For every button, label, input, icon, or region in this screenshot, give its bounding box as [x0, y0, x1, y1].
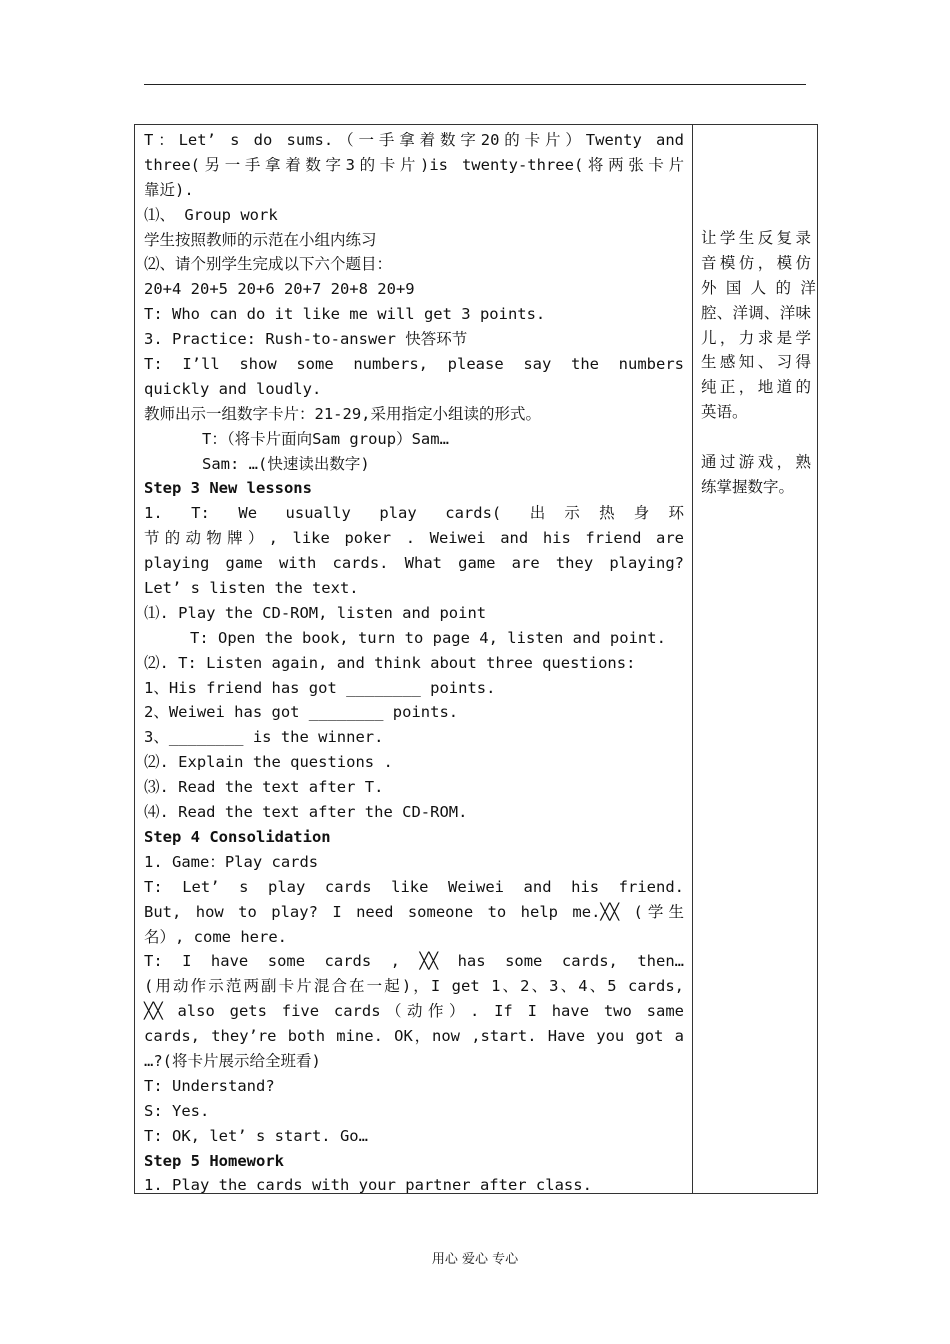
procedure-line: 靠近). [144, 180, 194, 199]
procedure-line: Sam: …(快速读出数字) [202, 454, 370, 473]
procedure-line: cards, they’re both mine. OK，now ,start. Have you got a [144, 1027, 684, 1046]
procedure-line: 名）, come here. [144, 927, 287, 946]
procedure-line: ⑴. Play the CD-ROM, listen and point [144, 603, 487, 622]
procedure-line: Step 4 Consolidation [144, 827, 331, 846]
procedure-line: T：Let’ s do sums.（一手拿着数字20的卡片）Twenty and [144, 131, 684, 149]
procedure-line: ╳╳ also gets five cards（动作）. If I have two same [144, 1002, 684, 1021]
note-line: 腔、洋调、洋味 [701, 303, 811, 322]
procedure-line: playing game with cards. What game are they playing? [144, 554, 684, 573]
note-line: 让学生反复录 [701, 229, 811, 247]
procedure-line: Step 3 New lessons [144, 479, 312, 498]
procedure-line: 2、Weiwei has got ________ points. [144, 703, 459, 722]
procedure-line: T: I have some cards , ╳╳ has some cards, then… [144, 952, 684, 971]
page-footer: 用心 爱心 专心 [431, 1252, 519, 1267]
note-line: 生感知、习得 [701, 353, 811, 372]
note-line: 通过游戏，熟 [701, 453, 811, 472]
procedure-line: T: Who can do it like me will get 3 points. [144, 305, 546, 324]
header-rule [144, 84, 806, 85]
procedure-line: Let’ s listen the text. [144, 579, 359, 598]
note-line: 练掌握数字。 [701, 477, 795, 496]
procedure-line: ⑶. Read the text after T. [144, 778, 384, 797]
procedure-line: T: Let’ s play cards like Weiwei and his friend. [144, 877, 684, 896]
note-line: 外 国 人 的 洋 [701, 278, 816, 297]
procedure-line: 学生按照教师的示范在小组内练习 [144, 230, 377, 249]
procedure-line: T: I’ll show some numbers, please say the numbers [144, 355, 684, 374]
procedure-line: ⑷. Read the text after the CD-ROM. [144, 803, 468, 822]
procedure-line: S: Yes. [144, 1101, 210, 1120]
procedure-line: 20+4 20+5 20+6 20+7 20+8 20+9 [144, 280, 415, 299]
procedure-line: But, how to play? I need someone to help me.╳╳ (学生 [144, 902, 684, 921]
procedure-line: 教师出示一组数字卡片：21-29,采用指定小组读的形式。 [144, 404, 541, 423]
lesson-table [134, 124, 818, 1194]
procedure-line: ⑵. T: Listen again, and think about three questions: [144, 653, 636, 672]
procedure-line: T：（将卡片面向Sam group）Sam… [202, 429, 449, 448]
procedure-line: ⑵、请个别学生完成以下六个题目： [144, 255, 393, 274]
note-line: 英语。 [701, 403, 748, 422]
procedure-line: T: Open the book, turn to page 4, listen and point. [190, 628, 666, 647]
column-divider [692, 125, 693, 1193]
procedure-line: ⑴、 Group work [144, 205, 278, 224]
procedure-line: 1. T: We usually play cards( 出示热身环 [144, 504, 684, 523]
procedure-line: quickly and loudly. [144, 379, 322, 398]
procedure-line: T: Understand? [144, 1076, 275, 1095]
note-line: 纯正，地道的 [701, 378, 811, 397]
lesson-procedure-cell [144, 128, 684, 1198]
procedure-line: three(另一手拿着数字3的卡片)is twenty-three(将两张卡片 [144, 155, 684, 174]
procedure-line: 1. Play the cards with your partner after class. [144, 1176, 592, 1195]
procedure-line: 3、________ is the winner. [144, 728, 384, 747]
procedure-line: 1、His friend has got ________ points. [144, 678, 496, 697]
procedure-line: 节的动物牌）, like poker . Weiwei and his friend are [144, 529, 684, 548]
note-line: 音模仿，模仿 [701, 253, 811, 272]
procedure-line: (用动作示范两副卡片混合在一起)，I get 1、2、3、4、5 cards, [144, 977, 684, 996]
procedure-line: …?(将卡片展示给全班看) [144, 1051, 321, 1070]
procedure-line: 3. Practice: Rush-to-answer 快答环节 [144, 330, 468, 349]
procedure-line: ⑵. Explain the questions . [144, 753, 393, 772]
procedure-line: 1. Game：Play cards [144, 852, 319, 871]
design-notes-cell [701, 226, 816, 500]
note-line: 儿，力求是学 [701, 328, 811, 347]
note-line [701, 425, 811, 450]
procedure-line: T: OK, let’ s start. Go… [144, 1126, 368, 1145]
procedure-line: Step 5 Homework [144, 1151, 284, 1170]
